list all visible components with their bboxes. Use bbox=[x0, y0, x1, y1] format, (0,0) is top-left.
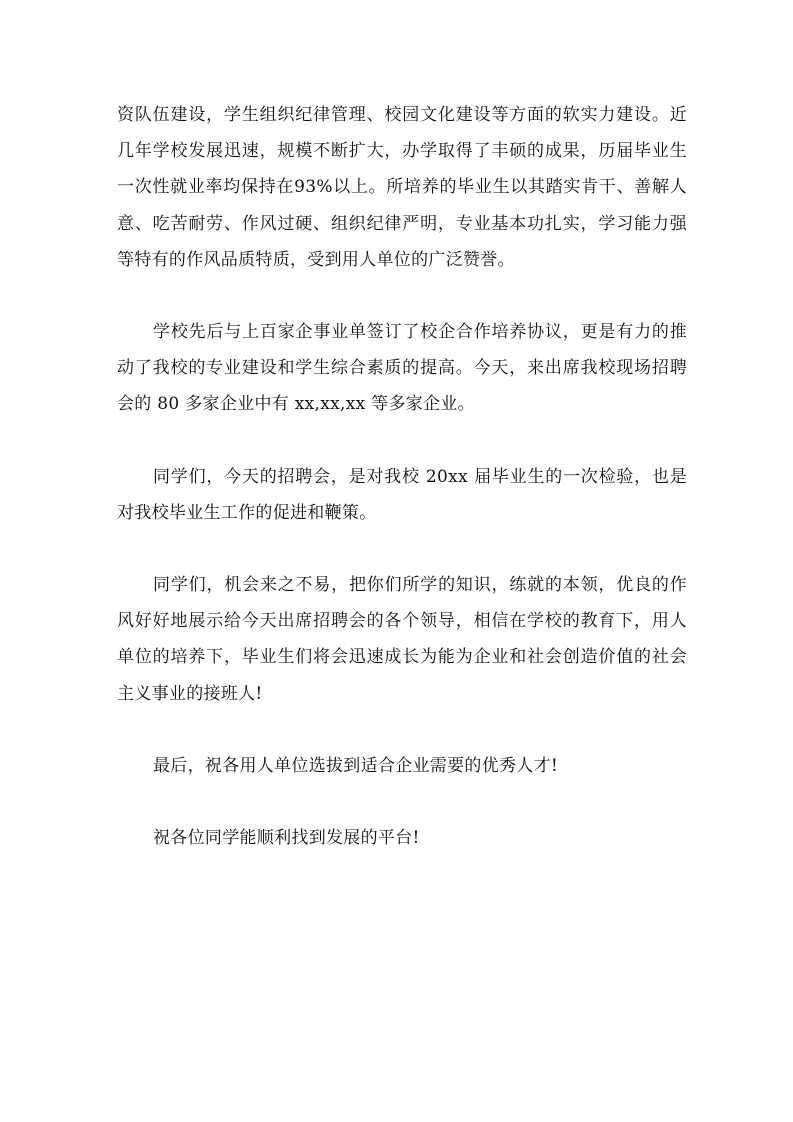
paragraph-wish-employers: 最后，祝各用人单位选拔到适合企业需要的优秀人才! bbox=[153, 755, 559, 776]
paragraph-cooperation: 学校先后与上百家企事业单签订了校企合作培养协议，更是有力的推动了我校的专业建设和学生综合素质的提高。今天，来出席我校现场招聘会的 80 多家企业中有 xx,xx,xx 等多家企业。 bbox=[117, 322, 687, 415]
paragraph-wish-students: 祝各位同学能顺利找到发展的平台! bbox=[153, 828, 420, 849]
paragraph-opportunity: 同学们，机会来之不易，把你们所学的知识，练就的本领，优良的作风好好地展示给今天出席招聘会的各个领导，相信在学校的教育下，用人单位的培养下，毕业生们将会迅速成长为能为企业和社会创造价值的社会主义事业的接班人! bbox=[117, 575, 687, 704]
paragraph-continuation: 资队伍建设，学生组织纪律管理、校园文化建设等方面的软实力建设。近几年学校发展迅速，规模不断扩大，办学取得了丰硕的成果，历届毕业生一次性就业率均保持在93%以上。所培养的毕业生以其踏实肯干、善解人意、吃苦耐劳、作风过硬、组织纪律严明，专业基本功扎实，学习能力强等特有的作风品质特质，受到用人单位的广泛赞誉。 bbox=[117, 105, 687, 270]
paragraph-inspection: 同学们，今天的招聘会，是对我校 20xx 届毕业生的一次检验，也是对我校毕业生工作的促进和鞭策。 bbox=[117, 466, 687, 523]
document-body bbox=[117, 97, 687, 856]
